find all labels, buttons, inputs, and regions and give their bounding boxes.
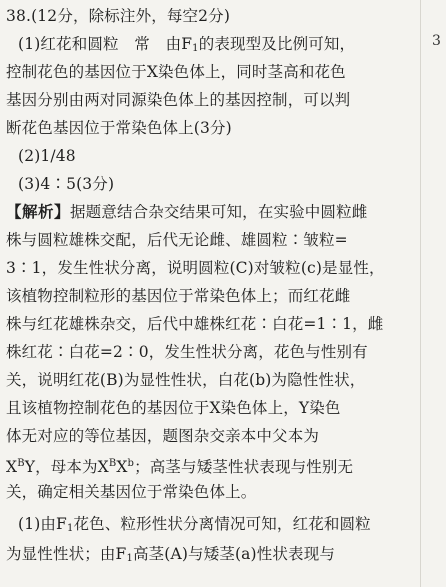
analysis-text-3: 3∶1，发生性状分离，说明圆粒(C)对皱粒(c)是显性， <box>6 259 385 277</box>
answer-1-line-2 <box>6 62 416 82</box>
analysis-line-11 <box>6 482 416 502</box>
analysis-line-5 <box>6 314 416 334</box>
genotype-x-2: X <box>116 458 128 476</box>
question-header <box>6 6 416 26</box>
answer-1-line-4 <box>6 118 416 138</box>
analysis-line-9 <box>6 426 416 446</box>
analysis-text-7: 关，说明红花(B)为显性性状，白花(b)为隐性性状， <box>6 371 366 389</box>
analysis-text-4: 该植物控制粒形的基因位于常染色体上；而红花雌 <box>6 287 351 305</box>
f1-subscript: 1 <box>192 43 199 54</box>
analysis-text-11: 关，确定相关基因位于常染色体上。 <box>6 483 257 501</box>
analysis-tag: 【解析】 <box>6 202 71 221</box>
analysis-line-3 <box>6 258 416 278</box>
answer-1-text-4: 断花色基因位于常染色体上(3分) <box>6 119 232 137</box>
analysis-text-5: 株与红花雄株杂交，后代中雄株红花∶白花=1∶1，雌 <box>6 315 384 333</box>
analysis-line-1 <box>6 202 416 222</box>
analysis-text-8: 且该植物控制花色的基因位于X染色体上，Y染色 <box>6 399 341 417</box>
analysis-line-10 <box>6 454 416 477</box>
allele-superscript-3: b <box>127 458 135 469</box>
analysis-line-2 <box>6 230 416 250</box>
analysis-text-13-a: 为显性性状；由F <box>6 545 127 563</box>
answer-1-text-2: 控制花色的基因位于X染色体上，同时茎高和花色 <box>6 63 346 81</box>
f1-subscript-3: 1 <box>126 553 133 564</box>
allele-superscript-1: B <box>17 458 25 469</box>
answer-1-line-1 <box>18 34 428 59</box>
analysis-text-6: 株红花∶白花=2∶0，发生性状分离，花色与性别有 <box>6 343 368 361</box>
analysis-text-2: 株与圆粒雄株交配，后代无论雌、雄圆粒∶皱粒= <box>6 231 348 249</box>
answer-3-text: (3)4∶5(3分) <box>18 175 115 193</box>
answer-3 <box>18 174 428 194</box>
analysis-line-12 <box>18 514 428 539</box>
answer-1-text-b: 的表现型及比例可知， <box>198 35 356 53</box>
analysis-text-13-b: 高茎(A)与矮茎(a)性状表现与 <box>132 545 336 563</box>
answer-2-text: (2)1/48 <box>18 147 76 165</box>
analysis-text-1: 据题意结合杂交结果可知，在实验中圆粒雌 <box>70 203 368 221</box>
analysis-text-10-b: Y，母本为X <box>24 458 109 476</box>
analysis-line-4 <box>6 286 416 306</box>
analysis-text-12-b: 花色、粒形性状分离情况可知，红花和圆粒 <box>73 515 371 533</box>
analysis-text-10-d: ；高茎与矮茎性状表现与性别无 <box>134 458 354 476</box>
question-header-text: 38.(12分，除标注外，每空2分) <box>6 7 231 25</box>
answer-1-text-3: 基因分别由两对同源染色体上的基因控制，可以判 <box>6 91 351 109</box>
margin-number: 3 <box>432 33 441 49</box>
f1-subscript-2: 1 <box>66 523 74 534</box>
answer-1-text-a: (1)红花和圆粒 常 由F <box>18 35 193 53</box>
allele-superscript-2: B <box>108 458 117 469</box>
analysis-line-6 <box>6 342 416 362</box>
answer-2 <box>18 146 428 166</box>
answer-1-line-3 <box>6 90 416 110</box>
column-divider <box>420 0 421 587</box>
analysis-line-7 <box>6 370 416 390</box>
analysis-line-13 <box>6 544 416 569</box>
analysis-text-12-a: (1)由F <box>18 515 67 533</box>
analysis-text-9: 体无对应的等位基因，题图杂交亲本中父本为 <box>6 427 320 445</box>
genotype-x-1: X <box>6 458 18 476</box>
analysis-line-8 <box>6 398 416 418</box>
